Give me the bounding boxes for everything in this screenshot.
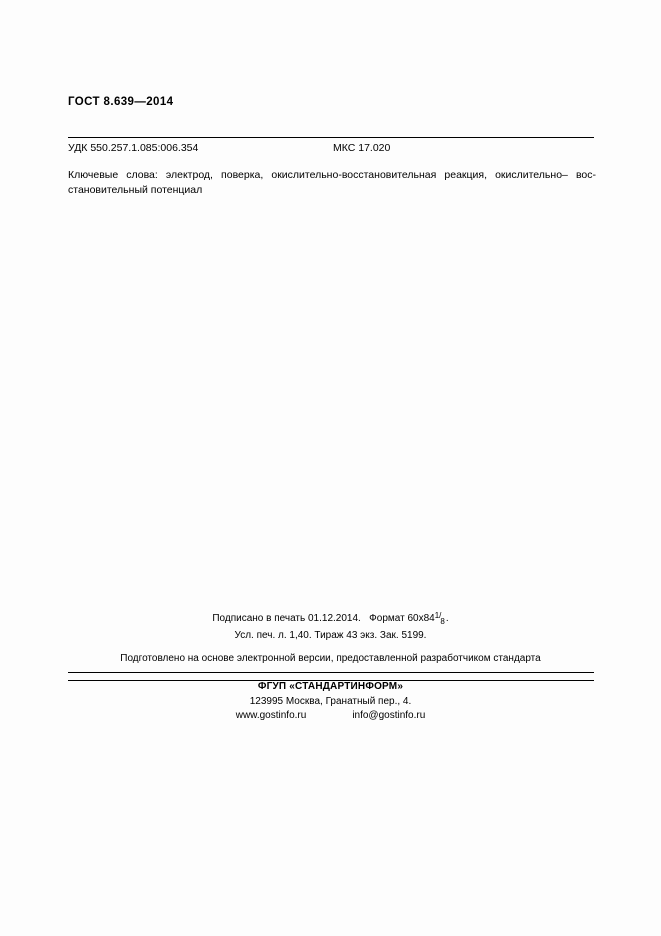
publisher-name: ФГУП «СТАНДАРТИНФОРМ»: [257, 681, 404, 692]
standard-number: ГОСТ 8.639—2014: [68, 96, 174, 108]
publisher-email[interactable]: info@gostinfo.ru: [352, 710, 426, 721]
keywords-line-1: Ключевые слова: электрод, поверка, окислительно-восстановительная реакция, окислительно– вос-: [68, 169, 596, 181]
fraction-denominator: 8: [440, 616, 445, 626]
keywords-block: [68, 168, 596, 198]
udk-code: УДК 550.257.1.085:006.354: [68, 142, 199, 154]
imprint-line-2: Усл. печ. л. 1,40. Тираж 43 экз. Зак. 5199.: [234, 629, 427, 641]
print-signed-date: Подписано в печать 01.12.2014.: [212, 613, 361, 624]
prepared-note: Подготовлено на основе электронной версии, предоставленной разработчиком стандарта: [120, 653, 541, 664]
publisher-address: 123995 Москва, Гранатный пер., 4.: [249, 696, 412, 707]
footer-divider-rule-1: [68, 672, 594, 673]
format-fraction: $1/_8$: [434, 611, 445, 626]
fraction-numerator: 1: [434, 611, 440, 620]
publisher-contacts: [0, 710, 661, 721]
imprint-line-1: Подписано в печать 01.12.2014. Формат $60х841/_8$.: [212, 611, 449, 626]
imprint-block: [0, 612, 661, 643]
mks-code: МКС 17.020: [333, 142, 391, 154]
keywords-line-2: становительный потенциал: [68, 184, 203, 196]
paper-format: Формат 60х84: [369, 613, 435, 624]
publisher-website[interactable]: www.gostinfo.ru: [235, 710, 307, 721]
header-divider-rule: [68, 137, 594, 138]
